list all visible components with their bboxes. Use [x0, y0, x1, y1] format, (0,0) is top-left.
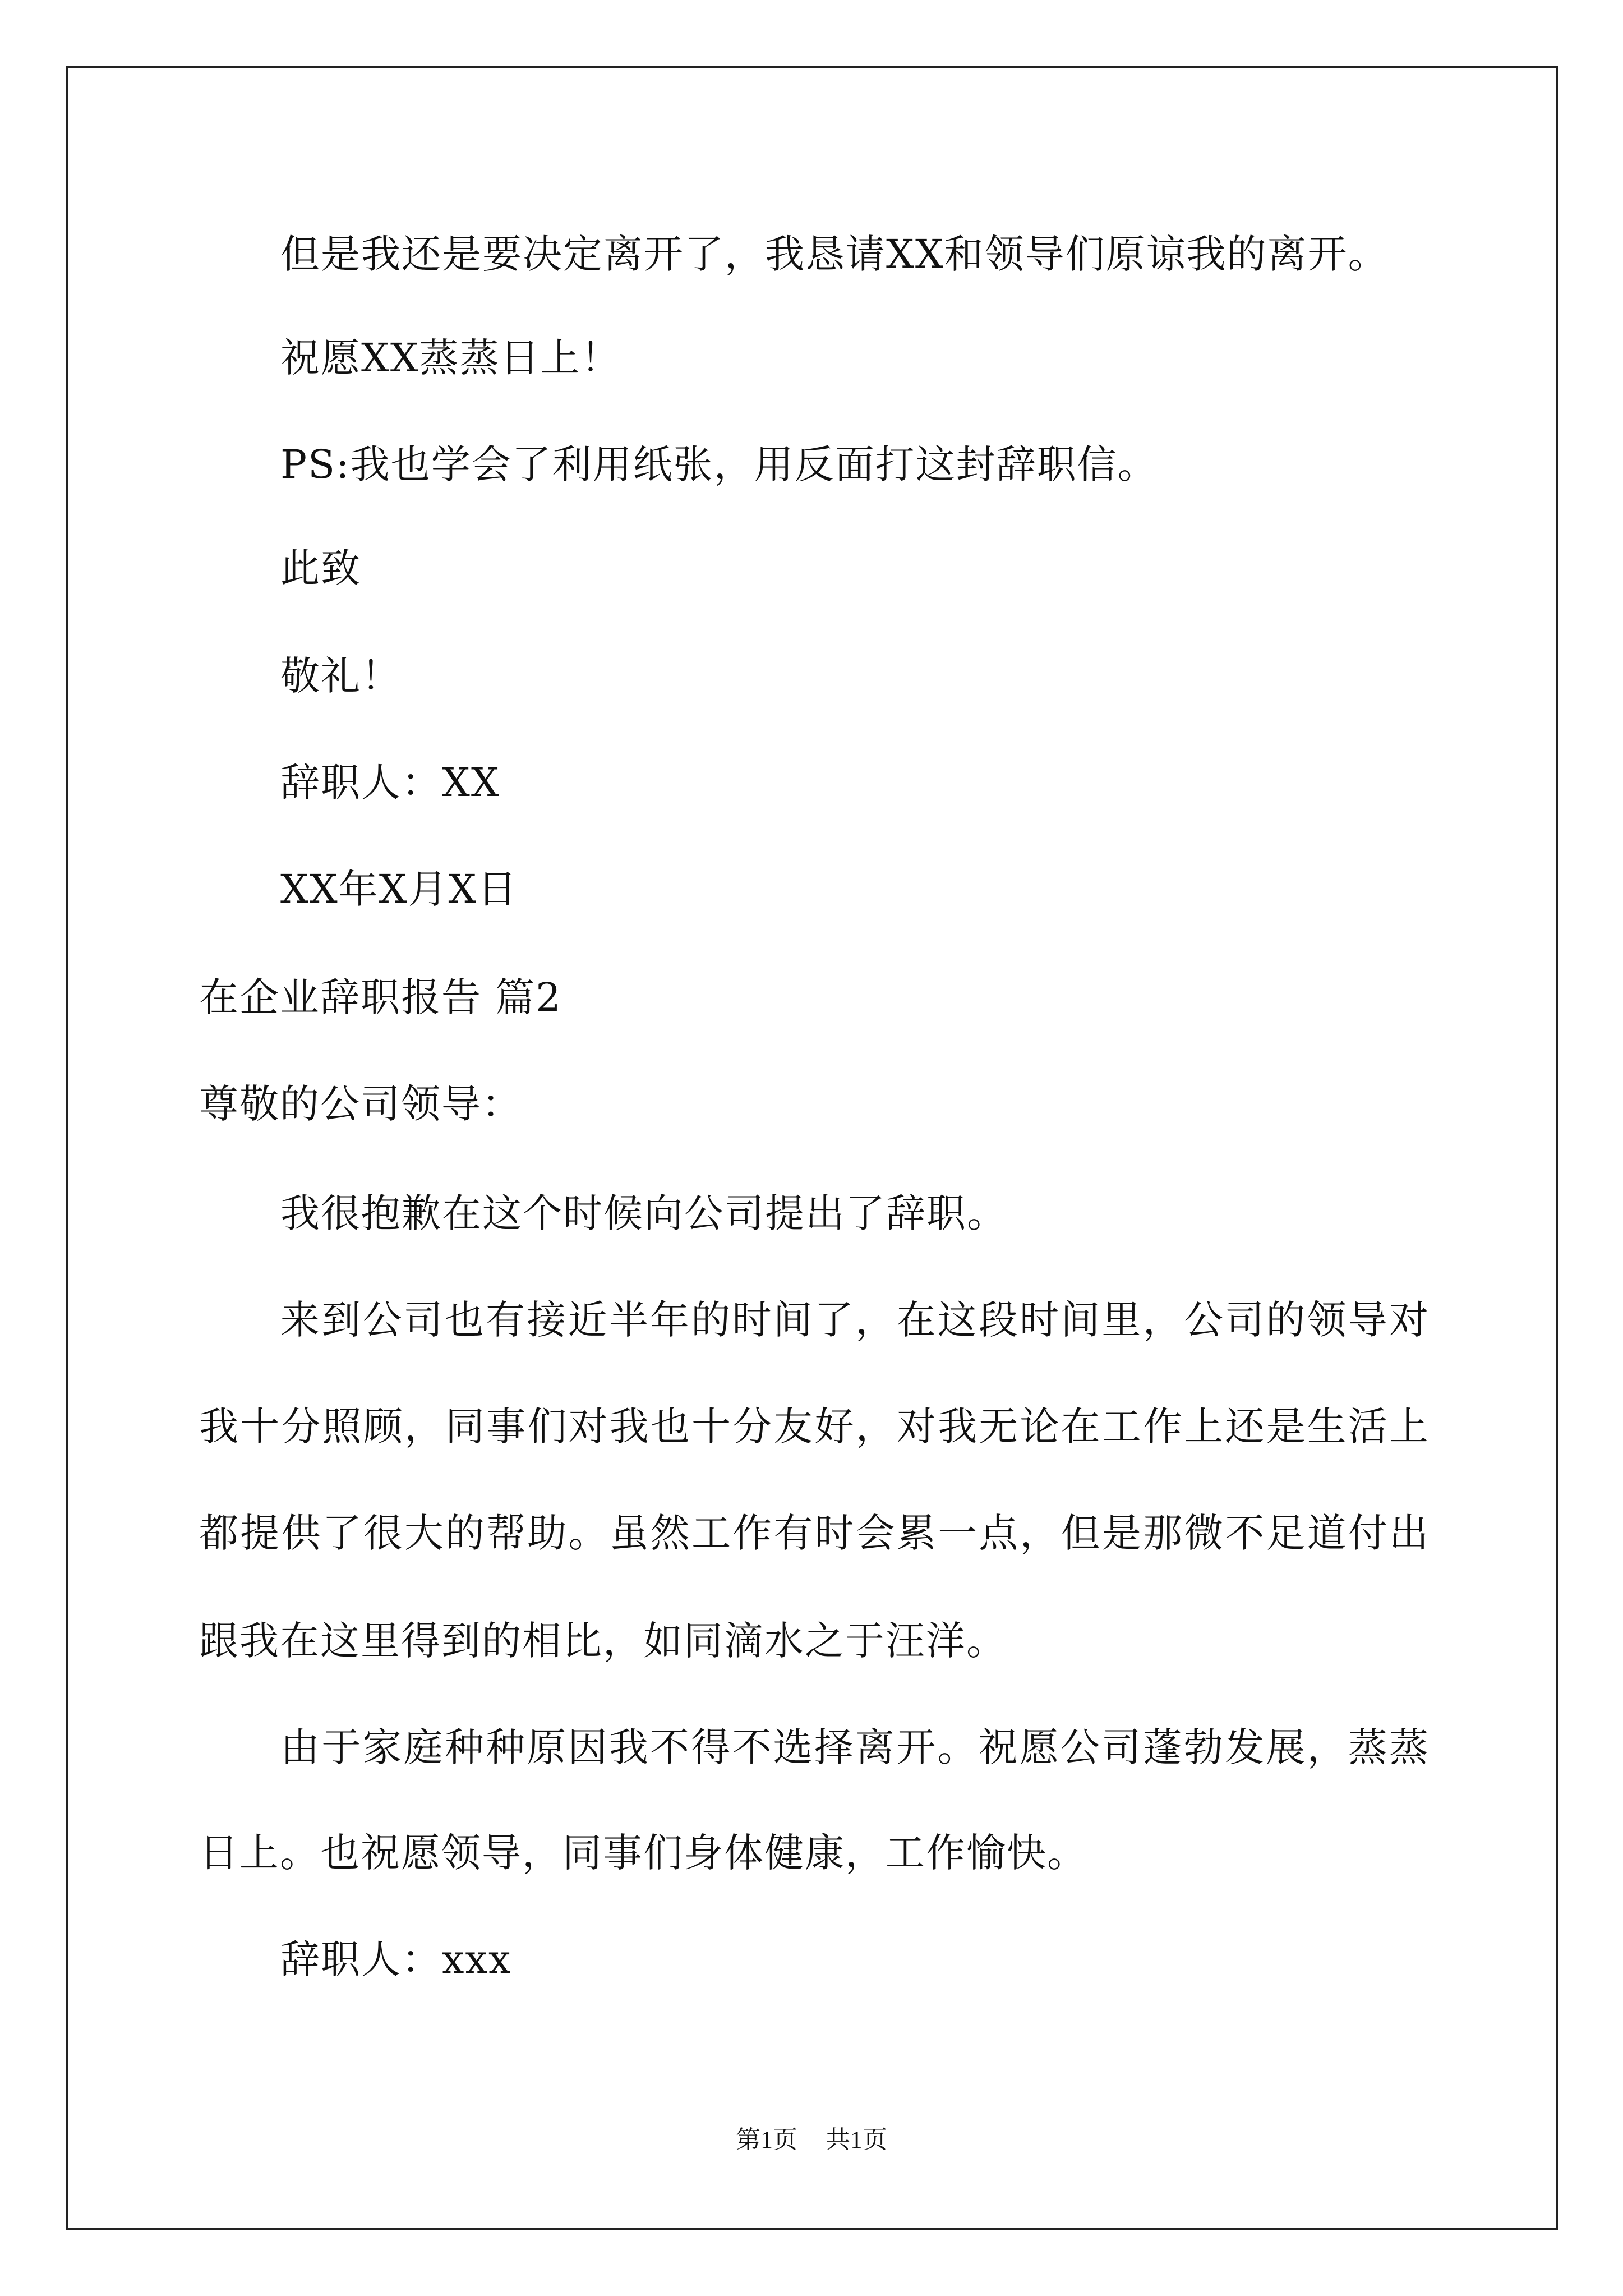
paragraph-line: 但是我还是要决定离开了，我恳请XX和领导们原谅我的离开。 — [280, 231, 1389, 277]
signature-line: 辞职人：XX — [280, 760, 500, 806]
paragraph-line: 都提供了很大的帮助。虽然工作有时会累一点，但是那微不足道付出 — [199, 1510, 1428, 1556]
paragraph-line: 来到公司也有接近半年的时间了，在这段时间里，公司的领导对 — [280, 1297, 1428, 1343]
paragraph-line: 跟我在这里得到的相比，如同滴水之于汪洋。 — [199, 1618, 1007, 1664]
paragraph-line: 日上。也祝愿领导，同事们身体健康，工作愉快。 — [199, 1830, 1087, 1876]
page-total: 共1页 — [826, 2126, 887, 2154]
paragraph-line: 我很抱歉在这个时候向公司提出了辞职。 — [280, 1190, 1007, 1236]
paragraph-line: PS:我也学会了利用纸张，用反面打这封辞职信。 — [280, 441, 1158, 487]
page-number: 第1页 — [736, 2126, 797, 2154]
page-footer — [0, 2128, 1623, 2152]
paragraph-line: 我十分照顾，同事们对我也十分友好，对我无论在工作上还是生活上 — [199, 1404, 1428, 1450]
closing-line: 此致 — [280, 545, 361, 591]
paragraph-line: 祝愿XX蒸蒸日上！ — [280, 335, 621, 381]
signature-line: 辞职人：xxx — [280, 1936, 512, 1982]
section-title: 在企业辞职报告 篇2 — [199, 974, 562, 1020]
salutation: 尊敬的公司领导： — [199, 1081, 522, 1127]
page-border — [66, 66, 1558, 2230]
paragraph-line: 由于家庭种种原因我不得不选择离开。祝愿公司蓬勃发展，蒸蒸 — [280, 1724, 1428, 1770]
closing-line: 敬礼！ — [280, 653, 402, 699]
date-line: XX年X月X日 — [280, 866, 518, 912]
